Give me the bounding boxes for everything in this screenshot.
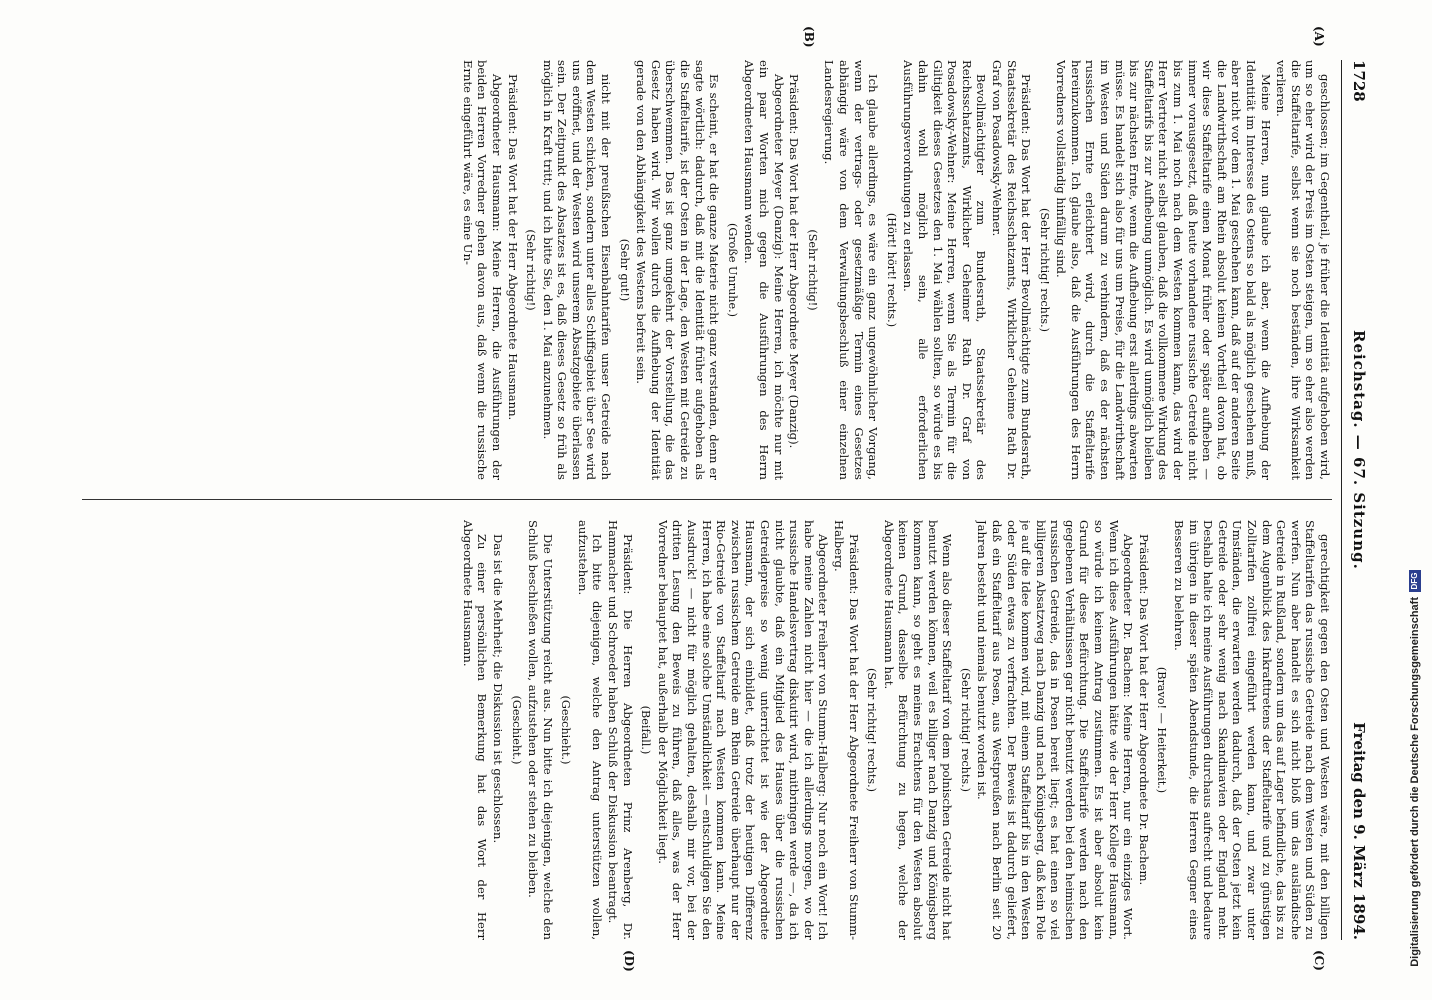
- right-stage-direction: (Sehr richtig! rechts.): [958, 667, 972, 793]
- right-paragraph: Die Unterstützung reicht aus. Nun bitte ich diejenigen, welche den Schluß beschließen wollen, aufzustehen oder stehen zu bleiben.: [526, 520, 555, 940]
- column-divider: [82, 499, 1332, 500]
- right-stage-direction: (Beifall.): [639, 705, 653, 755]
- rotated-page-content: [56, 20, 1376, 980]
- right-column: [62, 520, 1332, 940]
- page-number: 1728: [1350, 60, 1368, 102]
- margin-mark-d: (D): [622, 950, 636, 972]
- margin-mark-c: (C): [1312, 950, 1326, 971]
- left-stage-direction: (Sehr richtig!): [524, 229, 538, 311]
- left-paragraph: nicht mit der preußischen Eisenbahntarifen unser Getreide nach dem Westen schicken, sondern unter alles Schiffsgebiet über See wird uns eröffnet, und der Westen wird unserem Absatzgebiete überlassen sein. Der Zeitpunkt des Absatzes ist es, daß dieses Gesetz so früh als möglich in Kraft tritt; und ich bitte Sie, den 1. Mai anzunehmen.: [540, 60, 614, 480]
- right-paragraph: Präsident: Das Wort hat der Herr Abgeordnete Freiherr von Stumm-Halberg.: [832, 520, 861, 940]
- right-stage-direction: (Geschieht.): [559, 695, 573, 765]
- left-paragraph: Präsident: Das Wort hat der Herr Abgeordnete Hausmann.: [505, 74, 520, 421]
- left-paragraph: Präsident: Das Wort hat der Herr Abgeordnete Meyer (Danzig).: [787, 74, 802, 449]
- header-rule: [1341, 60, 1342, 940]
- sidebar-credit: [1404, 570, 1426, 994]
- right-paragraph: Abgeordneter Dr. Bachem: Meine Herren, nur ein einziges Wort. Wenn ich diese Ausführungen hätte wie der Herr Kollege Hausmann, so würde ich keinem Antrag zustimmen. Es ist aber absolut kein Grund für diese Befürchtung. Die Staffeltarife werden nach den gegebenen Verhältnissen gar nicht benutzt werden bei den heimischen russischen Getreide, das in Posen bereit liegt; es hat einen so viel billigeren Absatzweg nach Danzig und nach Königsberg, daß kein Pole je auf die Idee kommen wird, mit einem Staffeltarif bis in den Westen oder Süden etwas zu verfrachten. Der Beweis ist dadurch geliefert, daß ein Staffeltarif aus Posen, aus Westpreußen nach Berlin seit 20 Jahren besteht und niemals benutzt worden ist.: [975, 520, 1136, 940]
- dfg-logo: DFG: [1409, 570, 1421, 592]
- right-paragraph: Ich bitte diejenigen, welche den Antrag unterstützen wollen, aufzustehen.: [575, 520, 605, 940]
- right-paragraph: Präsident: Das Wort hat der Herr Abgeordnete Dr. Bachem.: [1136, 534, 1151, 886]
- left-stage-direction: (Sehr richtig!): [805, 229, 819, 311]
- right-paragraph: Das ist die Mehrheit; die Diskussion ist geschlossen.: [490, 534, 505, 844]
- right-paragraph: gerechtigkeit gegen den Osten und Westen wäre, mit den billigen Staffeltarifen das russische Getreide nach dem Westen und Süden zu werfen. Nun aber handelt es sich nicht bloß um das ausländische Getreide in Rußland, sondern um das auf Lager befindliche, das bis zu dem Augenblick des Inkrafttretens der Staffeltarife und zu günstigen Zolltarifen zollfrei eingeführt werden kann, und zwar unter Umständen, die erwarten werden dadurch, daß der Osten jetzt kein Getreide oder sehr wenig nach Skandinavien oder England mehr. Deshalb halte ich meine Ausführungen durchaus aufrecht und bedaure im übrigen in dieser späten Abendstunde, die Herren Gegner eines Besseren zu belehren.: [1172, 520, 1332, 940]
- right-paragraph: Wenn also dieser Staffeltarif von dem polnischen Getreide nicht hat benutzt werden können, weil es billiger nach Danzig und Königsberg kommen kann, so geht es meines Erachtens für den Westen absolut keinen Grund, dasselbe Befürchtung zu hegen, welche der Abgeordnete Hausmann hat.: [881, 520, 955, 940]
- margin-mark-b: (B): [802, 26, 816, 48]
- left-paragraph: Abgeordneter Hausmann: Meine Herren, die Ausführungen der beiden Herren Vorredner gehen davon aus, daß wenn die russische Ernte eingeführt wäre, es eine Un-: [460, 60, 504, 480]
- right-stage-direction: (Bravo! — Heiterkeit.): [1155, 666, 1169, 794]
- left-stage-direction: (Sehr gut!): [617, 238, 631, 302]
- left-stage-direction: (Hört! hört! rechts.): [884, 212, 898, 328]
- right-paragraph: Präsident: Die Herren Abgeordneten Prinz Arenberg, Dr. Hammacher und Schroeder haben Schluß der Diskussion beantragt.: [606, 520, 635, 940]
- credit-text: Digitalisierung gefördert durch die Deutsche Forschungsgemeinschaft: [1409, 597, 1421, 967]
- right-stage-direction: (Sehr richtig! rechts.): [865, 667, 879, 793]
- header-title: Reichstag. — 67. Sitzung.: [1350, 330, 1368, 570]
- left-paragraph: Ich glaube allerdings, es wäre ein ganz ungewöhnlicher Vorgang, wenn der vertrags- oder gesetzmäßige Termin eines Gesetzes abhängig wäre von dem Verwaltungsbeschluß einer einzelnen Landesregierung.: [822, 60, 881, 480]
- right-stage-direction: (Geschieht.): [509, 695, 523, 765]
- right-paragraph: Zu einer persönlichen Bemerkung hat das Wort der Herr Abgeordnete Hausmann.: [460, 520, 490, 940]
- left-paragraph: Meine Herren, nun glaube ich aber, wenn die Aufhebung der Identität im Interesse des Ostens so bald als möglich geschehen muß, aber nicht vor dem 1. Mai geschehen kann, daß auf der anderen Seite die Landwirthschaft am Rhein absolut keinen Vortheil davon hat, ob wir diese Staffeltarife einen Monat früher oder später aufheben — immer vorausgesetzt, daß heute vorhandene russische Getreide nicht bis zum 1. Mai noch nach dem Westen kommen kann, das wird der Herr Vertreter nicht selbst glauben, daß die vollkommene Wirkung des Staffeltarifs bis zur Aufhebung unmöglich. Es wird unmöglich bleiben bis zur nächsten Ernte, wenn die Aufhebung erst allerdings abwarten müsse. Es handelt sich also für uns um Preise, für die Landwirthschaft im Westen und Süden darum zu verhindern, daß es der nächsten russischen Ernte erleichtert wird, durch die Staffeltarife hereinzukommen. Ich glaube also, daß die Ausführungen des Herrn Vorredners vollständig hinfällig sind.: [1054, 60, 1273, 480]
- left-paragraph: Bevollmächtigter zum Bundesrath, Staatssekretär des Reichsschatzamts, Wirklicher Geheimer Rath Dr. Graf von Posadowsky-Wehner: Meine Herren, wenn Sie als Termin für die Giltigkeit dieses Gesetzes den 1. Mai wählen sollten, so würde es bis dahin wohl möglich sein, alle erforderlichen Ausführungsverordnungen zu erlassen.: [901, 60, 989, 480]
- left-paragraph: geschlossen; im Gegentheil, je früher die Identität aufgehoben wird, um so eher wird der Preis im Osten steigen, um so eher also werden die Staffeltarife, selbst wenn sie noch beständen, ihre Wirksamkeit verlieren.: [1274, 60, 1332, 480]
- header-date: Freitag den 9. März 1894.: [1350, 722, 1368, 940]
- left-stage-direction: (Große Unruhe.): [725, 223, 739, 317]
- running-header: [1342, 60, 1368, 940]
- left-paragraph: Abgeordneter Meyer (Danzig): Meine Herren, ich möchte nur mit ein paar Worten mich gegen die Ausführungen des Herrn Abgeordneten Hausmann wenden.: [742, 60, 786, 480]
- left-paragraph: Präsident: Das Wort hat der Herr Bevollmächtigte zum Bundesrath, Staatssekretär des Reichsschatzamts, Wirklicher Geheime Rath Dr. Graf von Posadowsky-Wehner.: [989, 60, 1034, 480]
- left-column: [62, 60, 1332, 480]
- left-stage-direction: (Sehr richtig! rechts.): [1037, 207, 1051, 333]
- margin-mark-a: (A): [1312, 26, 1326, 47]
- left-paragraph: Es scheint, er hat die ganze Materie nicht ganz verstanden, denn er sagte wörtlich: dadurch, daß mit die Identität früher aufgehoben als die Staffeltarife, ist der Osten in der Lage, den Westen mit Getreide zu überschwemmen. Das ist ganz umgekehrt der Vorstellung, die das Gesetz haben wird. Wir wollen durch die Aufhebung der Identität gerade von den Abhängigkeit des Westens befreit sein.: [634, 60, 722, 480]
- right-paragraph: Abgeordneter Freiherr von Stumm-Halberg: Nur noch ein Wort! Ich habe meine Zahlen nicht hier — die ich allerdings morgen, wo der russische Handelsvertrag diskutirt wird, mitbringen werde —, da ich nicht glaubte, daß ein Mitglied des Hauses über die russischen Getreidepreise so wenig unterrichtet ist wie der Abgeordnete Hausmann, der sich einbildet, daß trotz der heutigen Differenz zwischen russischem Getreide am Rhein Getreide überhaupt nur der Rio-Getreide von Staffeltarif nach Westen kommen kann. Meine Herren, ich habe eine solche Umständlichkeit — entschuldigen Sie den Ausdruck! — nicht für möglich gehalten, deshalb mir vor, bei der dritten Lesung den Beweis zu führen, daß alles, was der Herr Vorredner behauptet hat, außerhalb der Möglichkeit liegt.: [655, 520, 831, 940]
